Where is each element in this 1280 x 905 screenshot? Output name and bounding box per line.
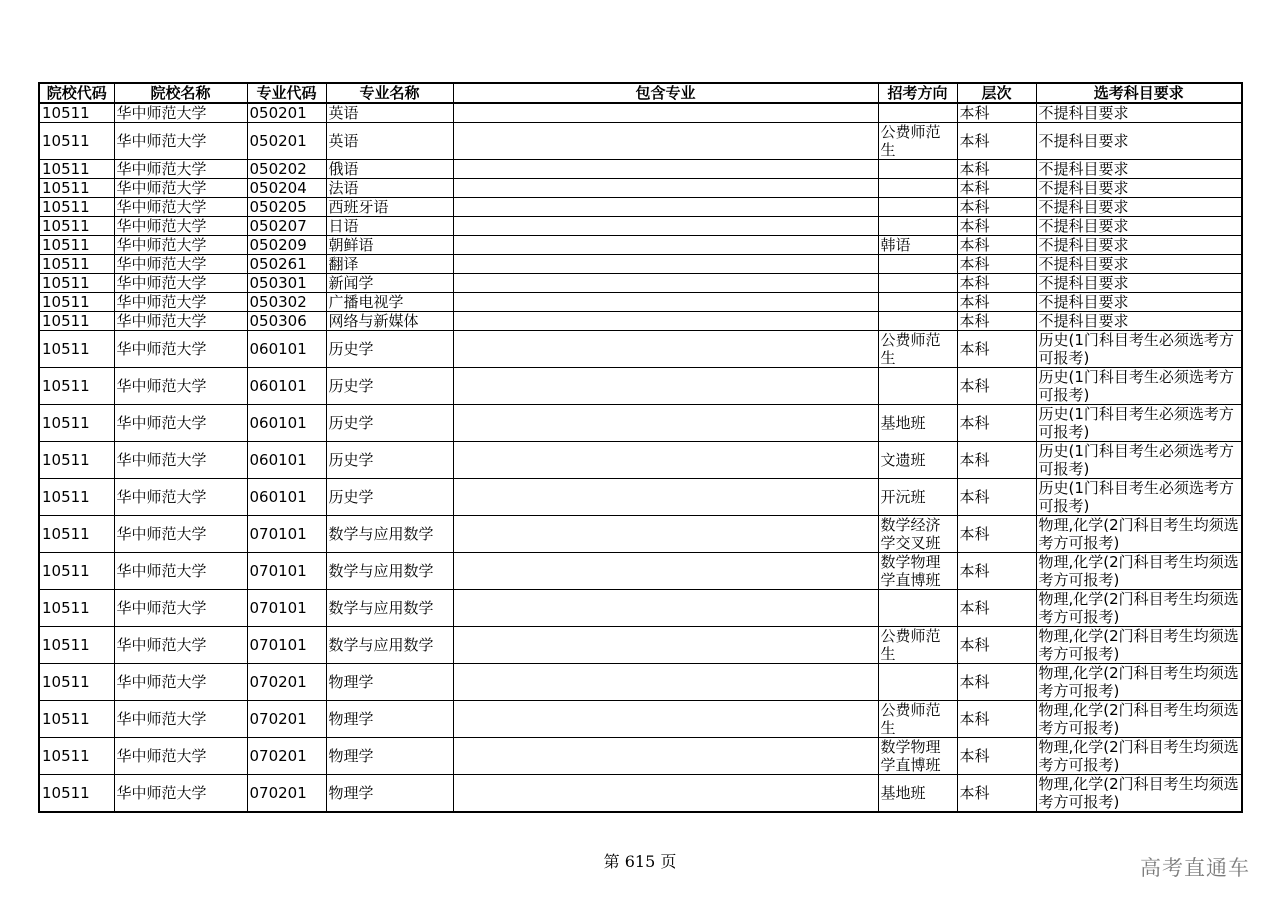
major-code-cell: 050302 <box>247 293 326 312</box>
school-name-cell: 华中师范大学 <box>114 217 247 236</box>
subject-requirement-cell: 物理,化学(2门科目考生均须选考方可报考) <box>1036 738 1242 775</box>
school-name-cell: 华中师范大学 <box>114 255 247 274</box>
level-cell: 本科 <box>957 274 1036 293</box>
level-cell: 本科 <box>957 236 1036 255</box>
direction-cell <box>878 293 957 312</box>
school-code-cell: 10511 <box>39 479 114 516</box>
major-code-cell: 050207 <box>247 217 326 236</box>
table-row <box>39 442 1242 479</box>
direction-cell <box>878 255 957 274</box>
major-code-cell: 050306 <box>247 312 326 331</box>
major-name-cell: 历史学 <box>326 331 453 368</box>
school-name-cell: 华中师范大学 <box>114 701 247 738</box>
school-name-cell: 华中师范大学 <box>114 160 247 179</box>
direction-cell <box>878 274 957 293</box>
subject-requirement-cell: 不提科目要求 <box>1036 198 1242 217</box>
school-code-cell: 10511 <box>39 198 114 217</box>
table-row <box>39 293 1242 312</box>
major-code-cell: 050202 <box>247 160 326 179</box>
direction-cell <box>878 179 957 198</box>
included-majors-cell <box>453 775 878 813</box>
school-name-cell: 华中师范大学 <box>114 775 247 813</box>
school-code-cell: 10511 <box>39 405 114 442</box>
header-major-code: 专业代码 <box>247 83 326 103</box>
subject-requirement-cell: 历史(1门科目考生必须选考方可报考) <box>1036 405 1242 442</box>
major-name-cell: 日语 <box>326 217 453 236</box>
direction-cell: 公费师范生 <box>878 123 957 160</box>
included-majors-cell <box>453 293 878 312</box>
major-name-cell: 新闻学 <box>326 274 453 293</box>
direction-cell: 公费师范生 <box>878 701 957 738</box>
major-name-cell: 数学与应用数学 <box>326 590 453 627</box>
subject-requirement-cell: 不提科目要求 <box>1036 236 1242 255</box>
major-code-cell: 070201 <box>247 738 326 775</box>
school-code-cell: 10511 <box>39 701 114 738</box>
header-subject-requirement: 选考科目要求 <box>1036 83 1242 103</box>
school-code-cell: 10511 <box>39 255 114 274</box>
direction-cell <box>878 198 957 217</box>
school-code-cell: 10511 <box>39 553 114 590</box>
included-majors-cell <box>453 217 878 236</box>
level-cell: 本科 <box>957 368 1036 405</box>
school-code-cell: 10511 <box>39 664 114 701</box>
direction-cell: 公费师范生 <box>878 331 957 368</box>
major-name-cell: 英语 <box>326 103 453 123</box>
school-code-cell: 10511 <box>39 123 114 160</box>
subject-requirement-cell: 物理,化学(2门科目考生均须选考方可报考) <box>1036 516 1242 553</box>
school-code-cell: 10511 <box>39 160 114 179</box>
included-majors-cell <box>453 738 878 775</box>
major-name-cell: 网络与新媒体 <box>326 312 453 331</box>
included-majors-cell <box>453 701 878 738</box>
school-name-cell: 华中师范大学 <box>114 179 247 198</box>
direction-cell <box>878 103 957 123</box>
school-name-cell: 华中师范大学 <box>114 516 247 553</box>
major-code-cell: 070201 <box>247 701 326 738</box>
major-name-cell: 数学与应用数学 <box>326 516 453 553</box>
table-row <box>39 664 1242 701</box>
subject-requirement-cell: 历史(1门科目考生必须选考方可报考) <box>1036 368 1242 405</box>
school-code-cell: 10511 <box>39 331 114 368</box>
direction-cell <box>878 312 957 331</box>
school-code-cell: 10511 <box>39 738 114 775</box>
table-row <box>39 368 1242 405</box>
major-name-cell: 西班牙语 <box>326 198 453 217</box>
table-row <box>39 236 1242 255</box>
table-row <box>39 331 1242 368</box>
level-cell: 本科 <box>957 160 1036 179</box>
table-row <box>39 701 1242 738</box>
table-row <box>39 103 1242 123</box>
level-cell: 本科 <box>957 255 1036 274</box>
major-name-cell: 英语 <box>326 123 453 160</box>
subject-requirement-cell: 不提科目要求 <box>1036 123 1242 160</box>
major-name-cell: 俄语 <box>326 160 453 179</box>
subject-requirement-cell: 历史(1门科目考生必须选考方可报考) <box>1036 442 1242 479</box>
school-name-cell: 华中师范大学 <box>114 331 247 368</box>
included-majors-cell <box>453 627 878 664</box>
level-cell: 本科 <box>957 123 1036 160</box>
header-row <box>39 83 1242 103</box>
level-cell: 本科 <box>957 312 1036 331</box>
included-majors-cell <box>453 179 878 198</box>
table-row <box>39 405 1242 442</box>
included-majors-cell <box>453 664 878 701</box>
major-code-cell: 070101 <box>247 553 326 590</box>
included-majors-cell <box>453 312 878 331</box>
major-code-cell: 070201 <box>247 664 326 701</box>
major-name-cell: 历史学 <box>326 405 453 442</box>
included-majors-cell <box>453 160 878 179</box>
direction-cell <box>878 590 957 627</box>
direction-cell <box>878 664 957 701</box>
admissions-table <box>38 82 1243 813</box>
major-code-cell: 070101 <box>247 627 326 664</box>
header-school-name: 院校名称 <box>114 83 247 103</box>
major-code-cell: 050301 <box>247 274 326 293</box>
subject-requirement-cell: 不提科目要求 <box>1036 293 1242 312</box>
direction-cell <box>878 160 957 179</box>
major-code-cell: 050201 <box>247 123 326 160</box>
level-cell: 本科 <box>957 627 1036 664</box>
major-code-cell: 070201 <box>247 775 326 813</box>
subject-requirement-cell: 物理,化学(2门科目考生均须选考方可报考) <box>1036 664 1242 701</box>
school-name-cell: 华中师范大学 <box>114 553 247 590</box>
direction-cell <box>878 368 957 405</box>
level-cell: 本科 <box>957 103 1036 123</box>
school-name-cell: 华中师范大学 <box>114 236 247 255</box>
major-name-cell: 法语 <box>326 179 453 198</box>
level-cell: 本科 <box>957 553 1036 590</box>
subject-requirement-cell: 物理,化学(2门科目考生均须选考方可报考) <box>1036 701 1242 738</box>
school-name-cell: 华中师范大学 <box>114 590 247 627</box>
school-name-cell: 华中师范大学 <box>114 103 247 123</box>
school-code-cell: 10511 <box>39 236 114 255</box>
direction-cell: 开沅班 <box>878 479 957 516</box>
table-row <box>39 198 1242 217</box>
major-code-cell: 070101 <box>247 590 326 627</box>
school-code-cell: 10511 <box>39 775 114 813</box>
level-cell: 本科 <box>957 179 1036 198</box>
level-cell: 本科 <box>957 479 1036 516</box>
major-name-cell: 数学与应用数学 <box>326 627 453 664</box>
direction-cell: 公费师范生 <box>878 627 957 664</box>
watermark: 高考直通车 <box>1140 856 1250 880</box>
major-code-cell: 060101 <box>247 442 326 479</box>
included-majors-cell <box>453 331 878 368</box>
table-row <box>39 312 1242 331</box>
school-code-cell: 10511 <box>39 293 114 312</box>
major-name-cell: 翻译 <box>326 255 453 274</box>
table-row <box>39 479 1242 516</box>
table-row <box>39 553 1242 590</box>
level-cell: 本科 <box>957 701 1036 738</box>
school-name-cell: 华中师范大学 <box>114 274 247 293</box>
major-code-cell: 060101 <box>247 368 326 405</box>
major-name-cell: 物理学 <box>326 701 453 738</box>
school-name-cell: 华中师范大学 <box>114 738 247 775</box>
included-majors-cell <box>453 274 878 293</box>
table-row <box>39 217 1242 236</box>
school-code-cell: 10511 <box>39 312 114 331</box>
included-majors-cell <box>453 368 878 405</box>
table-row <box>39 590 1242 627</box>
major-code-cell: 050204 <box>247 179 326 198</box>
direction-cell: 数学经济学交叉班 <box>878 516 957 553</box>
direction-cell: 韩语 <box>878 236 957 255</box>
major-name-cell: 历史学 <box>326 368 453 405</box>
school-name-cell: 华中师范大学 <box>114 198 247 217</box>
school-code-cell: 10511 <box>39 590 114 627</box>
direction-cell: 数学物理学直博班 <box>878 553 957 590</box>
level-cell: 本科 <box>957 442 1036 479</box>
included-majors-cell <box>453 255 878 274</box>
included-majors-cell <box>453 103 878 123</box>
major-name-cell: 物理学 <box>326 775 453 813</box>
subject-requirement-cell: 物理,化学(2门科目考生均须选考方可报考) <box>1036 590 1242 627</box>
school-code-cell: 10511 <box>39 217 114 236</box>
major-name-cell: 数学与应用数学 <box>326 553 453 590</box>
subject-requirement-cell: 不提科目要求 <box>1036 160 1242 179</box>
included-majors-cell <box>453 236 878 255</box>
level-cell: 本科 <box>957 293 1036 312</box>
major-name-cell: 历史学 <box>326 479 453 516</box>
table-row <box>39 738 1242 775</box>
school-code-cell: 10511 <box>39 103 114 123</box>
subject-requirement-cell: 历史(1门科目考生必须选考方可报考) <box>1036 331 1242 368</box>
school-name-cell: 华中师范大学 <box>114 293 247 312</box>
direction-cell: 基地班 <box>878 775 957 813</box>
header-level: 层次 <box>957 83 1036 103</box>
major-code-cell: 050209 <box>247 236 326 255</box>
level-cell: 本科 <box>957 217 1036 236</box>
school-name-cell: 华中师范大学 <box>114 479 247 516</box>
level-cell: 本科 <box>957 198 1036 217</box>
major-code-cell: 070101 <box>247 516 326 553</box>
major-name-cell: 广播电视学 <box>326 293 453 312</box>
major-code-cell: 050205 <box>247 198 326 217</box>
subject-requirement-cell: 历史(1门科目考生必须选考方可报考) <box>1036 479 1242 516</box>
level-cell: 本科 <box>957 405 1036 442</box>
school-code-cell: 10511 <box>39 368 114 405</box>
subject-requirement-cell: 不提科目要求 <box>1036 255 1242 274</box>
table-row <box>39 627 1242 664</box>
level-cell: 本科 <box>957 775 1036 813</box>
table-row <box>39 274 1242 293</box>
major-code-cell: 060101 <box>247 331 326 368</box>
subject-requirement-cell: 不提科目要求 <box>1036 312 1242 331</box>
school-name-cell: 华中师范大学 <box>114 442 247 479</box>
table-row <box>39 123 1242 160</box>
level-cell: 本科 <box>957 590 1036 627</box>
included-majors-cell <box>453 405 878 442</box>
major-code-cell: 050261 <box>247 255 326 274</box>
table-body <box>39 103 1242 812</box>
major-name-cell: 物理学 <box>326 738 453 775</box>
included-majors-cell <box>453 123 878 160</box>
subject-requirement-cell: 物理,化学(2门科目考生均须选考方可报考) <box>1036 627 1242 664</box>
table-row <box>39 516 1242 553</box>
header-major-name: 专业名称 <box>326 83 453 103</box>
school-code-cell: 10511 <box>39 516 114 553</box>
school-name-cell: 华中师范大学 <box>114 405 247 442</box>
direction-cell: 文遗班 <box>878 442 957 479</box>
table-row <box>39 775 1242 813</box>
school-code-cell: 10511 <box>39 627 114 664</box>
school-code-cell: 10511 <box>39 274 114 293</box>
header-included-majors: 包含专业 <box>453 83 878 103</box>
school-code-cell: 10511 <box>39 179 114 198</box>
major-name-cell: 历史学 <box>326 442 453 479</box>
direction-cell: 数学物理学直博班 <box>878 738 957 775</box>
level-cell: 本科 <box>957 516 1036 553</box>
level-cell: 本科 <box>957 738 1036 775</box>
subject-requirement-cell: 不提科目要求 <box>1036 179 1242 198</box>
level-cell: 本科 <box>957 664 1036 701</box>
included-majors-cell <box>453 479 878 516</box>
table-row <box>39 179 1242 198</box>
subject-requirement-cell: 物理,化学(2门科目考生均须选考方可报考) <box>1036 775 1242 813</box>
direction-cell <box>878 217 957 236</box>
included-majors-cell <box>453 553 878 590</box>
school-name-cell: 华中师范大学 <box>114 627 247 664</box>
school-name-cell: 华中师范大学 <box>114 312 247 331</box>
school-name-cell: 华中师范大学 <box>114 123 247 160</box>
major-name-cell: 朝鲜语 <box>326 236 453 255</box>
major-name-cell: 物理学 <box>326 664 453 701</box>
level-cell: 本科 <box>957 331 1036 368</box>
major-code-cell: 050201 <box>247 103 326 123</box>
major-code-cell: 060101 <box>247 479 326 516</box>
major-code-cell: 060101 <box>247 405 326 442</box>
table-row <box>39 255 1242 274</box>
included-majors-cell <box>453 198 878 217</box>
school-name-cell: 华中师范大学 <box>114 368 247 405</box>
page-number: 第 615 页 <box>603 852 677 871</box>
school-name-cell: 华中师范大学 <box>114 664 247 701</box>
school-code-cell: 10511 <box>39 442 114 479</box>
header-school-code: 院校代码 <box>39 83 114 103</box>
header-direction: 招考方向 <box>878 83 957 103</box>
table-row <box>39 160 1242 179</box>
subject-requirement-cell: 物理,化学(2门科目考生均须选考方可报考) <box>1036 553 1242 590</box>
subject-requirement-cell: 不提科目要求 <box>1036 274 1242 293</box>
subject-requirement-cell: 不提科目要求 <box>1036 217 1242 236</box>
direction-cell: 基地班 <box>878 405 957 442</box>
included-majors-cell <box>453 442 878 479</box>
included-majors-cell <box>453 516 878 553</box>
subject-requirement-cell: 不提科目要求 <box>1036 103 1242 123</box>
included-majors-cell <box>453 590 878 627</box>
